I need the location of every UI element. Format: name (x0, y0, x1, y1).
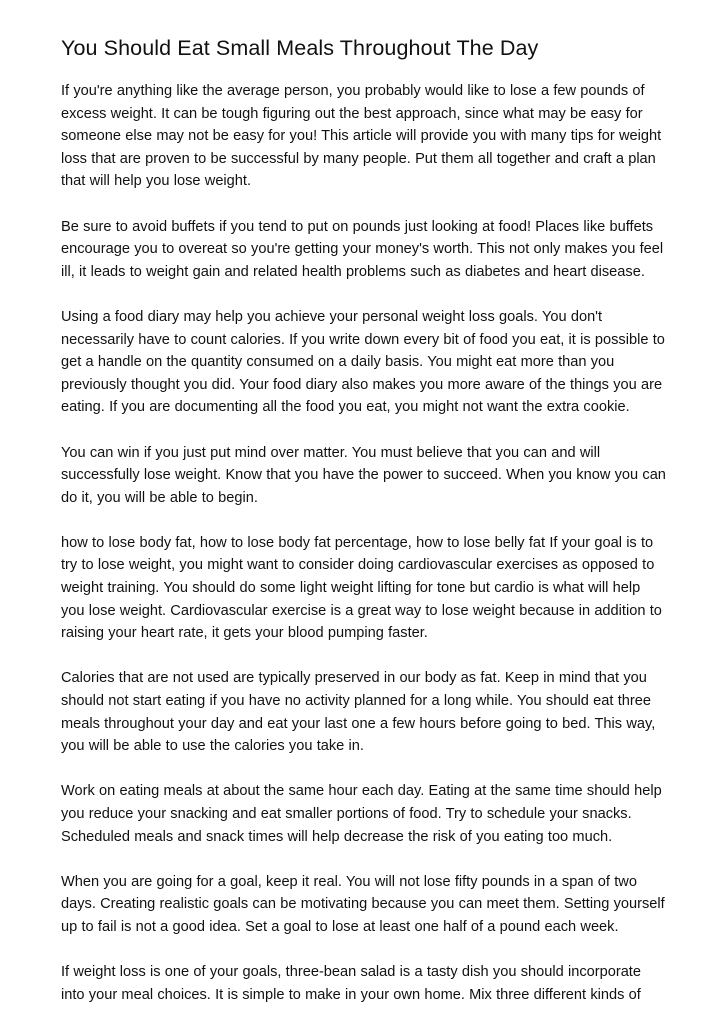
text-line: someone else may not be easy for you! This article will provide you with many tips for weight (61, 128, 662, 145)
text-line: Be sure to avoid buffets if you tend to put on pounds just looking at food! Places like buffets (61, 218, 654, 235)
text-line: you reduce your snacking and eat smaller portions of food. Try to schedule your snacks. (61, 806, 632, 822)
text-line: you lose weight. Cardiovascular exercise is a great way to lose weight because in addition to (61, 602, 662, 619)
paragraph-mind-over-matter (61, 442, 673, 510)
text-line: that will help you lose weight. (61, 173, 252, 190)
paragraph-calories (61, 667, 673, 757)
text-line: you will be able to use the calories you take in. (61, 738, 364, 755)
text-line: encourage you to overeat so you're getting your money's worth. This not only makes you feel (61, 241, 664, 258)
text-line: try to lose weight, you might want to consider doing cardiovascular exercises as opposed to (61, 557, 655, 574)
text-line: how to lose body fat, how to lose body fat percentage, how to lose belly fat If your goal is to (61, 534, 654, 551)
paragraph-meal-schedule (61, 780, 673, 848)
text-line: into your meal choices. It is simple to make in your own home. Mix three different kinds of (61, 986, 641, 1003)
text-line: You can win if you just put mind over matter. You must believe that you can and will (61, 444, 601, 461)
text-line: raising your heart rate, it gets your blood pumping faster. (61, 625, 428, 642)
text-line: When you are going for a goal, keep it real. You will not lose fifty pounds in a span of two (61, 873, 637, 890)
text-line: Calories that are not used are typically preserved in our body as fat. Keep in mind that you (61, 670, 647, 687)
text-line: Using a food diary may help you achieve your personal weight loss goals. You don't (61, 308, 603, 325)
text-line: previously thought you did. Your food diary also makes you more aware of the things you are (61, 376, 663, 393)
paragraph-cardio (61, 532, 673, 645)
text-line: do it, you will be able to begin. (61, 489, 258, 506)
paragraph-food-diary (61, 306, 673, 419)
text-line: ill, it leads to weight gain and related health problems such as diabetes and heart disease. (61, 263, 645, 280)
text-line: Scheduled meals and snack times will help decrease the risk of you eating too much. (61, 828, 613, 845)
text-line: should not start eating if you have no activity planned for a long while. You should eat three (61, 693, 651, 710)
paragraph-intro (61, 80, 673, 193)
text-line: If weight loss is one of your goals, three-bean salad is a tasty dish you should incorporate (61, 964, 641, 981)
document-page (61, 0, 673, 1006)
text-line: get a handle on the quantity consumed on a daily basis. You might eat more than you (61, 354, 615, 371)
text-line: eating. If you are documenting all the food you eat, you might not want the extra cookie. (61, 399, 630, 416)
text-line: necessarily have to count calories. If you write down every bit of food you eat, it is possible to (61, 331, 665, 348)
text-line: successfully lose weight. Know that you have the power to succeed. When you know you can (61, 467, 666, 484)
text-line: loss that are proven to be successful by many people. Put them all together and craft a plan (61, 150, 656, 167)
text-line: days. Creating realistic goals can be motivating because you can meet them. Setting yourself (61, 896, 665, 913)
paragraph-buffets (61, 216, 673, 284)
text-line: excess weight. It can be tough figuring out the best approach, since what may be easy for (61, 105, 643, 122)
text-line: meals throughout your day and eat your last one a few hours before going to bed. This way, (61, 715, 656, 732)
paragraph-bean-salad (61, 961, 673, 1006)
text-line: weight training. You should do some light weight lifting for tone but cardio is what will help (61, 580, 641, 597)
document-title: You Should Eat Small Meals Throughout The Day (61, 36, 539, 60)
text-line: If you're anything like the average person, you probably would like to lose a few pounds of (61, 83, 645, 99)
text-line: Work on eating meals at about the same hour each day. Eating at the same time should help (61, 783, 662, 800)
paragraph-realistic-goals (61, 871, 673, 939)
text-line: up to fail is not a good idea. Set a goal to lose at least one half of a pound each week. (61, 918, 619, 935)
